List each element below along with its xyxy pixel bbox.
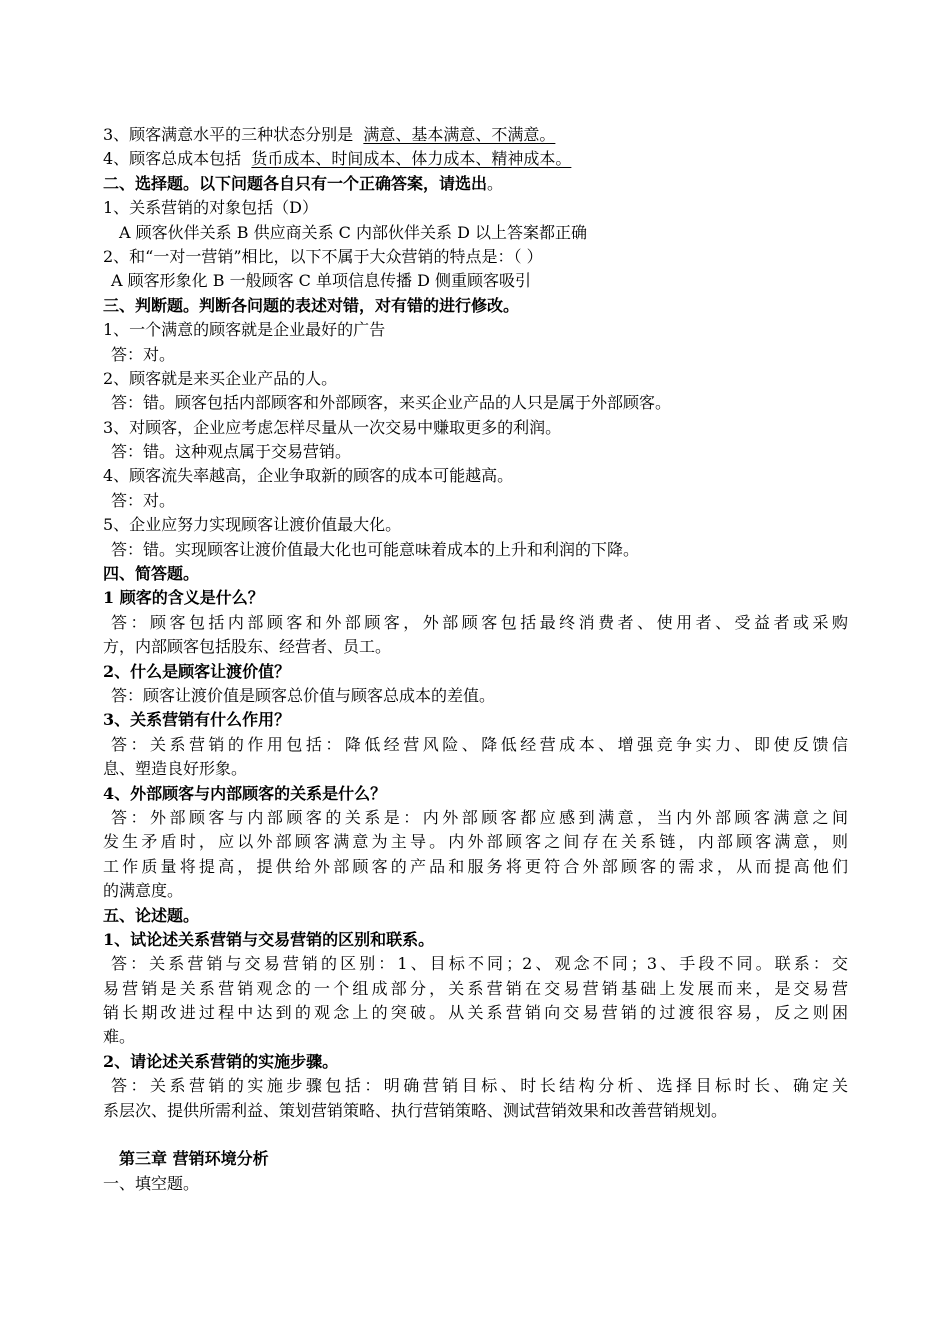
question-text: 2、顾客就是来买企业产品的人。 [103, 368, 338, 388]
question-text: 4、顾客流失率越高，企业争取新的顾客的成本可能越高。 [103, 466, 514, 486]
answer-underlined: 货币成本、时间成本、体力成本、精神成本。 [251, 149, 572, 169]
answer-text: 方，内部顾客包括股东、经营者、员工。 [103, 637, 392, 657]
fill-blank-4: 4、顾客总成本包括 货币成本、时间成本、体力成本、精神成本。 [103, 149, 572, 169]
section-heading-judge: 三、判断题。判断各问题的表述对错，对有错的进行修改。 [103, 295, 520, 315]
answer-text: 答：错。顾客包括内部顾客和外部顾客，来买企业产品的人只是属于外部顾客。 [111, 393, 672, 413]
answer-text: 的满意度。 [103, 881, 184, 901]
answer-text: 销长期改进过程中达到的观念上的突破。从关系营销向交易营销的过渡很容易，反之则困 [103, 1003, 848, 1023]
answer-text: 答：外部顾客与内部顾客的关系是：内外部顾客都应感到满意，当内外部顾客满意之间 [111, 807, 848, 827]
blank-line [103, 1123, 848, 1147]
answer-text: 息、塑造良好形象。 [103, 759, 248, 779]
answer-text: 系层次、提供所需利益、策划营销策略、执行营销策略、测试营销效果和改善营销规划。 [103, 1100, 728, 1120]
question-text: 1、一个满意的顾客就是企业最好的广告 [103, 320, 386, 340]
question-options: A 顾客形象化 B 一般顾客 C 单项信息传播 D 侧重顾客吸引 [111, 271, 531, 291]
chapter-title: 第三章 营销环境分析 [119, 1149, 269, 1169]
document-page [103, 123, 848, 1196]
answer-text: 答：对。 [111, 344, 176, 364]
answer-text: 答：关系营销的实施步骤包括：明确营销目标、时长结构分析、选择目标时长、确定关 [111, 1076, 848, 1096]
question-text: 2、什么是顾客让渡价值？ [103, 661, 291, 681]
question-text: 1、试论述关系营销与交易营销的区别和联系。 [103, 929, 435, 949]
question-text: 1、关系营销的对象包括（D） [103, 198, 319, 218]
question-options: A 顾客伙伴关系 B 供应商关系 C 内部伙伴关系 D 以上答案都正确 [119, 222, 587, 242]
answer-text: 答：顾客包括内部顾客和外部顾客，外部顾客包括最终消费者、使用者、受益者或采购 [111, 612, 848, 632]
question-text: 5、企业应努力实现顾客让渡价值最大化。 [103, 515, 402, 535]
section-heading-essay: 五、论述题。 [103, 905, 200, 925]
question-text: 3、对顾客，企业应考虑怎样尽量从一次交易中赚取更多的利润。 [103, 417, 562, 437]
answer-text: 答：顾客让渡价值是顾客总价值与顾客总成本的差值。 [111, 685, 496, 705]
question-text: 1 顾客的含义是什么？ [103, 588, 264, 608]
answer-text: 难。 [103, 1027, 136, 1047]
section-heading-fill: 一、填空题。 [103, 1173, 200, 1193]
question-text: 3、关系营销有什么作用？ [103, 710, 291, 730]
answer-text: 答：关系营销与交易营销的区别：1、目标不同；2、观念不同；3、手段不同。联系：交 [111, 954, 848, 974]
answer-text: 工作质量将提高，提供给外部顾客的产品和服务将更符合外部顾客的需求，从而提高他们 [103, 856, 848, 876]
answer-text: 答：关系营销的作用包括：降低经营风险、降低经营成本、增强竞争实力、即使反馈信 [111, 734, 848, 754]
answer-text: 易营销是关系营销观念的一个组成部分，关系营销在交易营销基础上发展而来，是交易营 [103, 978, 848, 998]
question-text: 4、外部顾客与内部顾客的关系是什么？ [103, 783, 387, 803]
section-heading-short: 四、简答题。 [103, 564, 200, 584]
answer-text: 答：错。实现顾客让渡价值最大化也可能意味着成本的上升和利润的下降。 [111, 539, 640, 559]
question-text: 2、请论述关系营销的实施步骤。 [103, 1051, 339, 1071]
answer-text: 发生矛盾时，应以外部顾客满意为主导。内外部顾客之间存在关系链，内部顾客满意，则 [103, 832, 848, 852]
answer-underlined: 满意、基本满意、不满意。 [363, 125, 556, 144]
answer-text: 答：对。 [111, 490, 176, 510]
answer-text: 答：错。这种观点属于交易营销。 [111, 442, 352, 462]
question-text: 2、和“一对一营销”相比，以下不属于大众营销的特点是：（ ） [103, 246, 543, 266]
section-heading-choice: 二、选择题。以下问题各自只有一个正确答案，请选出。 [103, 173, 504, 193]
fill-blank-3: 3、顾客满意水平的三种状态分别是 满意、基本满意、不满意。 [103, 125, 556, 144]
